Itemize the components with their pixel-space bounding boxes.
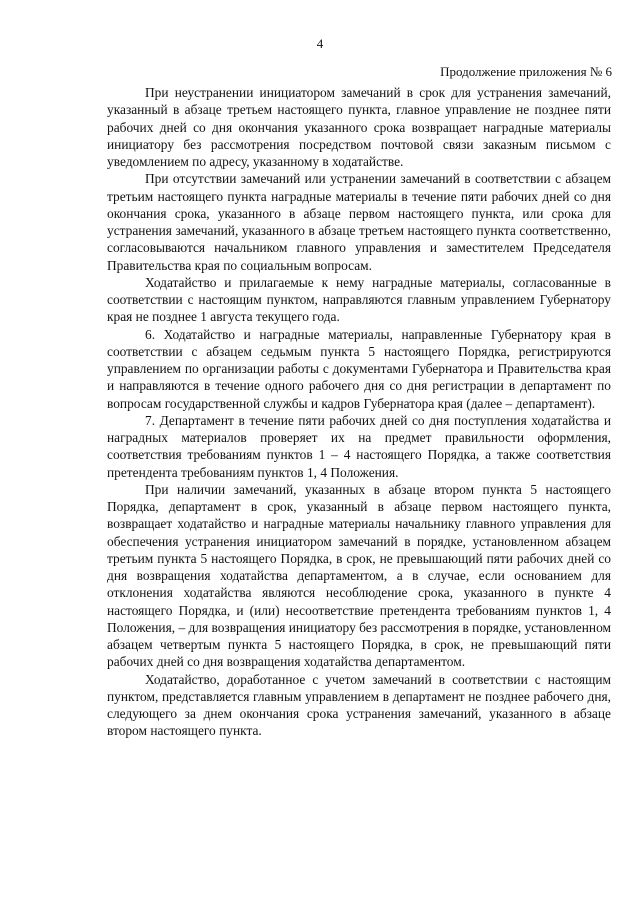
- paragraph: Ходатайство и прилагаемые к нему наградные материалы, согласованные в соответствии с настоящим пунктом, направляются главным управлением Губернатору края не позднее 1 августа текущего года.: [107, 274, 611, 325]
- paragraph: При наличии замечаний, указанных в абзаце втором пункта 5 настоящего Порядка, департамент в срок, указанный в абзаце первом настоящего пункта, возвращает ходатайство и наградные материалы начальнику главного управления для обеспечения устранения инициатором замечаний в порядке, установленном абзацем третьим пункта 5 настоящего Порядка, в срок, не превышающий пяти рабочих дней со дня возвращения ходатайства департаментом, а в случае, если основанием для отклонения ходатайства являются несоблюдение срока, указанного в пункте 4 настоящего Порядка, и (или) несоответствие претендента требованиям пунктов 1, 4 Положения, – для возвращения инициатору без рассмотрения в порядке, установленном абзацем четвертым пункта 5 настоящего Порядка, в срок, не превышающий пяти рабочих дней со дня возвращения ходатайства департаментом.: [107, 481, 611, 670]
- page-number: 4: [316, 36, 324, 51]
- paragraph: 7. Департамент в течение пяти рабочих дней со дня поступления ходатайства и наградных материалов проверяет их на предмет правильности оформления, соответствия требованиям пунктов 1 – 4 настоящего Порядка, а также соответствия претендента требованиям пунктов 1, 4 Положения.: [107, 412, 611, 480]
- paragraph: При неустранении инициатором замечаний в срок для устранения замечаний, указанный в абзаце третьем настоящего пункта, главное управление не позднее пяти рабочих дней со дня окончания указанного срока возвращает наградные материалы инициатору без рассмотрения посредством почтовой связи заказным письмом с уведомлением по адресу, указанному в ходатайстве.: [107, 85, 611, 169]
- appendix-continuation-note: Продолжение приложения № 6: [440, 64, 612, 79]
- paragraph: При отсутствии замечаний или устранении замечаний в соответствии с абзацем третьим настоящего пункта наградные материалы в течение пяти рабочих дней со дня окончания срока, указанного в абзаце первом настоящего пункта, или срока для устранения замечаний, указанного в абзаце третьем настоящего пункта соответственно, согласовываются начальником главного управления и заместителем Председателя Правительства края по социальным вопросам.: [107, 171, 611, 273]
- paragraph: 6. Ходатайство и наградные материалы, направленные Губернатору края в соответствии с абзацем седьмым пункта 5 настоящего Порядка, регистрируются управлением по организации работы с документами Губернатора и Правительства края и направляются в течение одного рабочего дня со дня регистрации в департамент по вопросам государственной службы и кадров Губернатора края (далее – департамент).: [107, 326, 611, 411]
- document-body: [107, 84, 611, 740]
- paragraph: Ходатайство, доработанное с учетом замечаний в соответствии с настоящим пунктом, представляется главным управлением в департамент не позднее рабочего дня, следующего за днем окончания срока устранения замечаний, указанного в абзаце втором настоящего пункта.: [107, 671, 611, 739]
